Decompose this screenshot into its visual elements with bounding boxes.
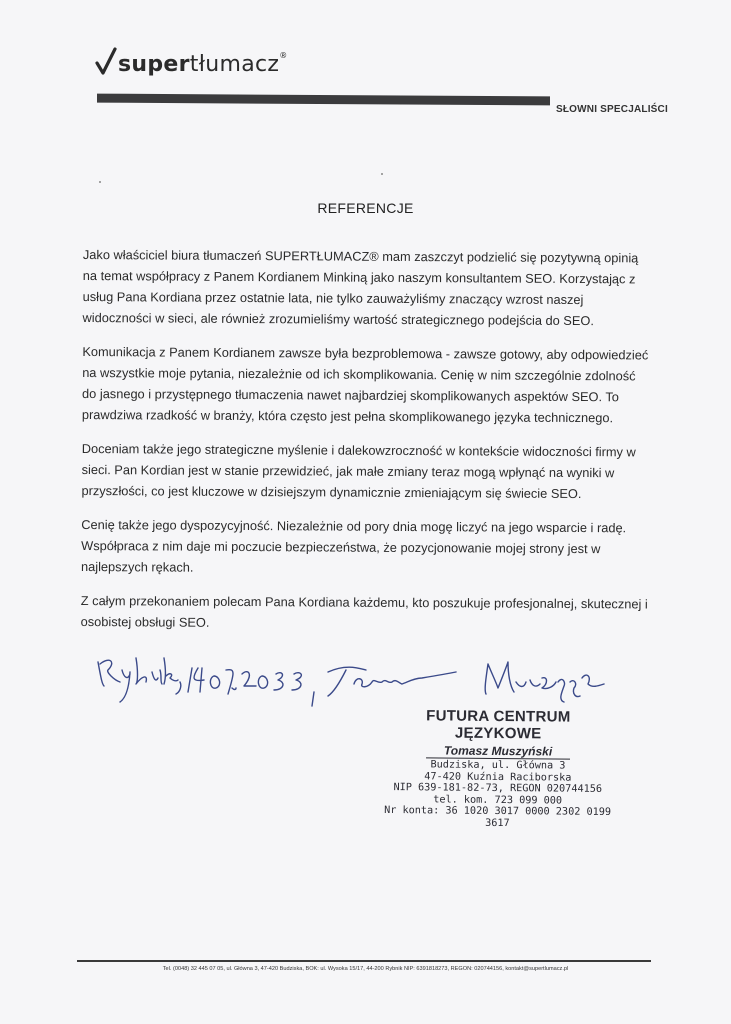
company-stamp <box>383 707 614 829</box>
document-title: REFERENCJE <box>317 200 414 216</box>
footer-contact-line: Tel. (0048) 32 445 07 05, ul. Główna 3, 47-420 Budziska, BOK: ul. Wysoka 15/17, 44-200 Rybnik NIP: 6391818273, REGON: 020744156, kontakt@supertlumacz.pl <box>162 966 569 972</box>
stamp-company-name: FUTURA CENTRUM JĘZYKOWE <box>426 707 571 743</box>
checkmark-icon <box>95 46 117 76</box>
paragraph: Z całym przekonaniem polecam Pana Kordiana każdemu, kto poszukuje profesjonalnej, skutecznej i osobistej obsługi SEO. <box>80 592 648 630</box>
header-rule <box>97 94 550 106</box>
handwritten-place-date-signature <box>96 648 616 708</box>
place-date-text <box>0 0 1 1</box>
logo-bold-part: super <box>118 52 190 77</box>
registered-mark: ® <box>279 51 288 60</box>
stamp-address-line: 47-420 Kuźnia Raciborska <box>424 770 572 784</box>
paragraph: Komunikacja z Panem Kordianem zawsze była bezproblemowa - zawsze gotowy, aby odpowiedzieć na wszystkie moje pytania, niezależnie od ich skomplikowania. Cenię w nim szczególnie zdolność do jasnego i przystępnego tłumaczenia nawet najbardziej skomplikowanych aspektów SEO. To prawdziwa rzadkość w branży, która często jest pełna skomplikowanego języka technicznego. <box>81 343 649 426</box>
handwriting-transcript <box>0 0 1 1</box>
stamp-person-name: Tomasz Muszyński <box>426 743 570 759</box>
logo-regular-part: tłumacz <box>189 52 280 77</box>
scan-speck <box>99 181 101 183</box>
stamp-phone: tel. kom. 723 099 000 <box>433 793 563 807</box>
tagline: SŁOWNI SPECJALIŚCI <box>556 104 668 115</box>
company-logo <box>95 46 288 76</box>
handwritten-signature <box>312 662 604 706</box>
paragraph: Cenię także jego dyspozycyjność. Niezależnie od pory dnia mogę liczyć na jego wsparcie i radę. Współpraca z nim daje mi poczucie bezpieczeństwa, że pozycjonowanie mojej strony jest w najlepszych rękach. <box>80 516 627 575</box>
scan-speck <box>381 173 383 175</box>
paragraph: Doceniam także jego strategiczne myślenie i dalekowzroczność w kontekście widoczności firmy w sieci. Pan Kordian jest w stanie przewidzieć, jak małe zmiany teraz mogą wpłynąć na wyniki w przyszłości, co jest kluczowe w dzisiejszym dynamicznie zmieniającym się świecie SEO. <box>81 440 636 502</box>
paragraph: Jako właściciel biura tłumaczeń SUPERTŁUMACZ® mam zaszczyt podzielić się pozytywną opinią na temat współpracy z Panem Kordianem Minkiną jako naszym konsultantem SEO. Korzystając z usług Pana Kordiana przez ostatnie lata, nie tylko zauważyliśmy znaczący wzrost naszej widoczności w sieci, ale również zrozumieliśmy wartość strategicznego podejścia do SEO. <box>82 246 639 329</box>
letter-body <box>81 244 651 648</box>
stamp-address-line: Budziska, ul. Główna 3 <box>430 759 566 772</box>
stamp-bank-account: Nr konta: 36 1020 3017 0000 2302 0199 3617 <box>384 805 612 829</box>
handwritten-place-date <box>98 658 301 702</box>
stamp-tax-ids: NIP 639-181-82-73, REGON 020744156 <box>393 782 603 795</box>
footer-rule <box>77 960 651 962</box>
logo-wordmark <box>118 51 288 77</box>
